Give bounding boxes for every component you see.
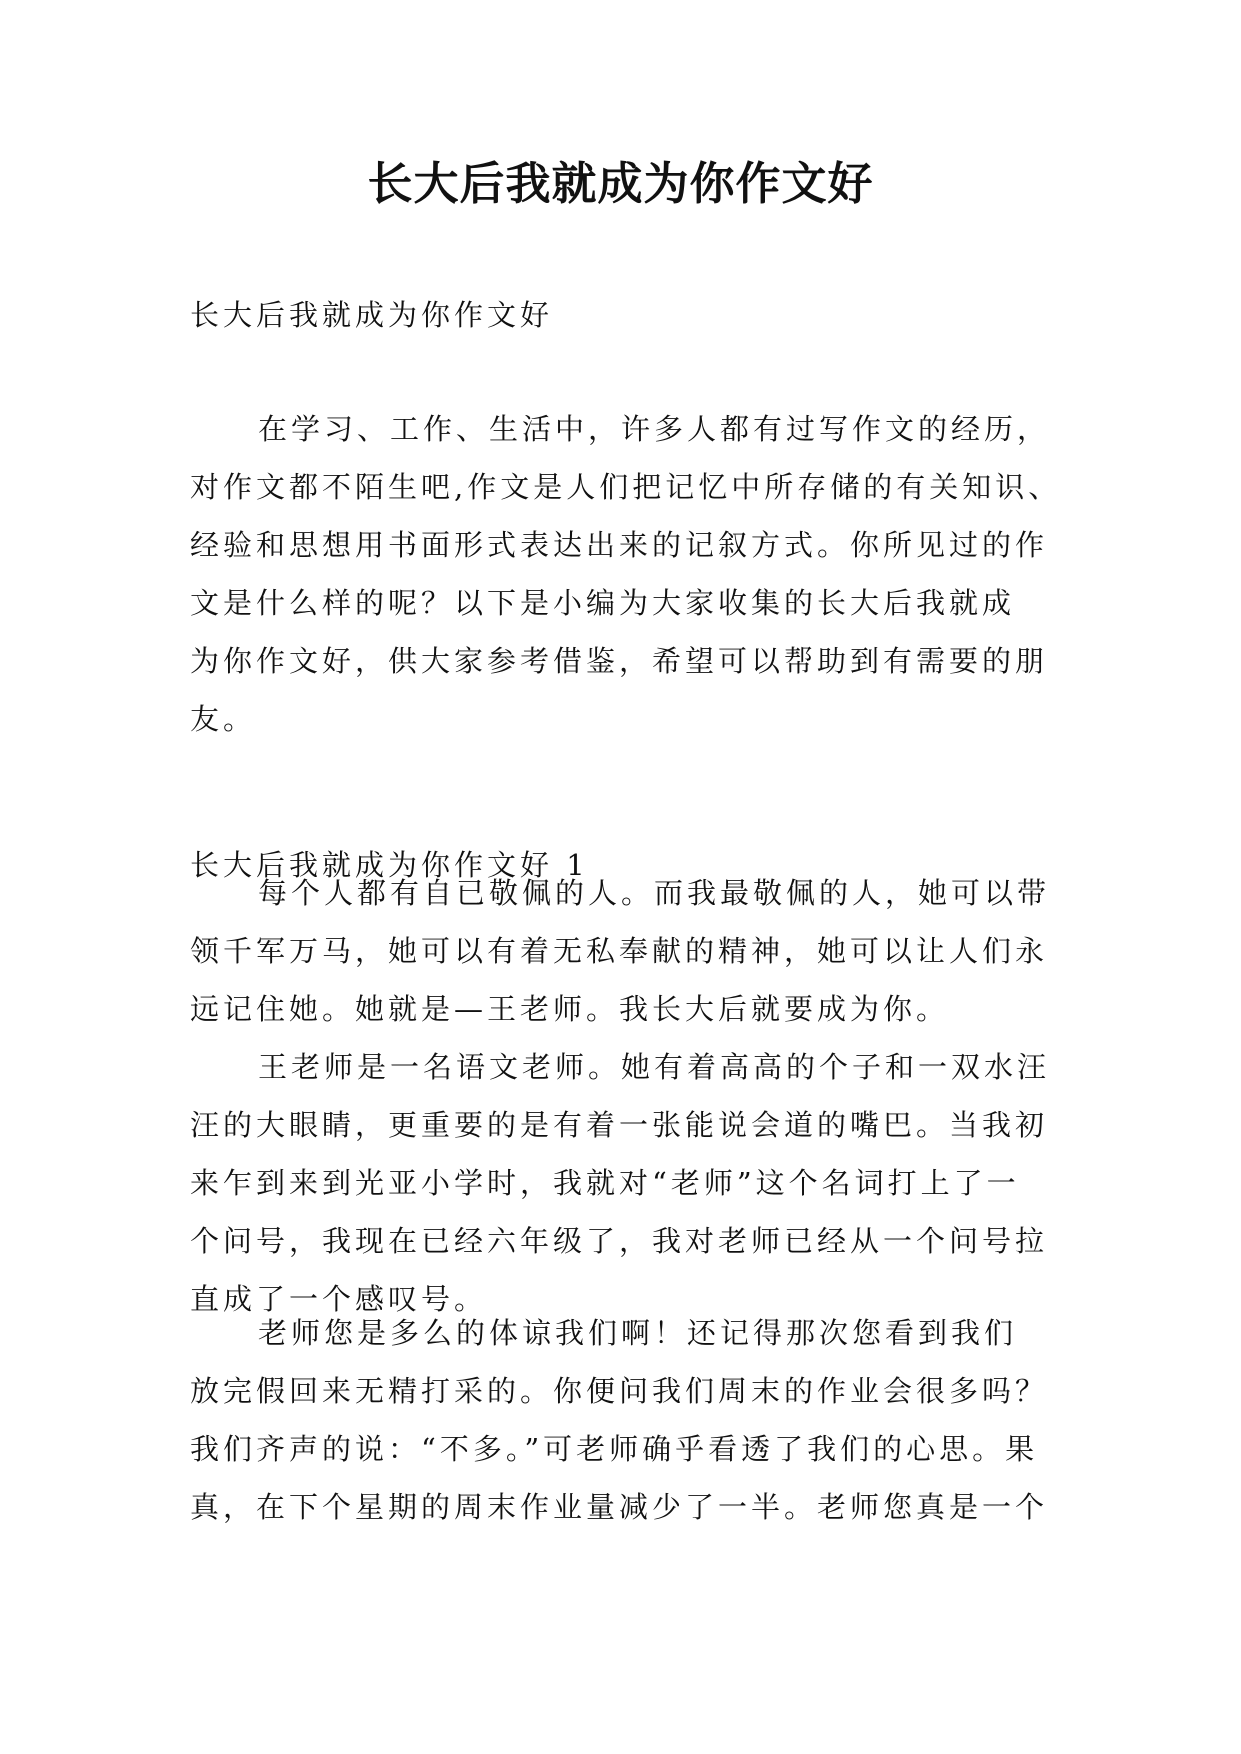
paragraph-1 xyxy=(190,864,1060,1038)
intro-paragraph xyxy=(190,400,1060,748)
paragraph-line: 来乍到来到光亚小学时，我就对“老师”这个名词打上了一 xyxy=(190,1166,1020,1200)
paragraph-line: 每个人都有自已敬佩的人。而我最敬佩的人，她可以带 xyxy=(258,876,1051,910)
paragraph-line: 领千军万马，她可以有着无私奉献的精神，她可以让人们永 xyxy=(190,934,1049,968)
paragraph-line: 王老师是一名语文老师。她有着高高的个子和一双水汪 xyxy=(258,1050,1051,1084)
section-heading: 长大后我就成为你作文好 1 xyxy=(190,848,589,882)
intro-line: 为你作文好，供大家参考借鉴，希望可以帮助到有需要的朋 xyxy=(190,644,1049,678)
intro-line: 在学习、工作、生活中，许多人都有过写作文的经历， xyxy=(258,412,1051,446)
intro-line: 友。 xyxy=(190,702,257,736)
paragraph-line: 汪的大眼睛，更重要的是有着一张能说会道的嘴巴。当我初 xyxy=(190,1108,1049,1142)
paragraph-line: 放完假回来无精打采的。你便问我们周末的作业会很多吗？ xyxy=(190,1374,1049,1408)
paragraph-line: 真，在下个星期的周末作业量减少了一半。老师您真是一个 xyxy=(190,1490,1049,1524)
document-title: 长大后我就成为你作文好 xyxy=(367,157,874,210)
intro-line: 文是什么样的呢？以下是小编为大家收集的长大后我就成 xyxy=(190,586,1016,620)
paragraph-line: 我们齐声的说：“不多。”可老师确乎看透了我们的心思。果 xyxy=(190,1432,1039,1466)
document-subtitle: 长大后我就成为你作文好 xyxy=(190,298,554,332)
paragraph-3 xyxy=(190,1304,1060,1536)
paragraph-line: 个问号，我现在已经六年级了，我对老师已经从一个问号拉 xyxy=(190,1224,1049,1258)
paragraph-2 xyxy=(190,1038,1060,1328)
paragraph-line: 老师您是多么的体谅我们啊！还记得那次您看到我们 xyxy=(258,1316,1018,1350)
intro-line: 经验和思想用书面形式表达出来的记叙方式。你所见过的作 xyxy=(190,528,1049,562)
intro-line: 对作文都不陌生吧,作文是人们把记忆中所存储的有关知识、 xyxy=(190,470,1062,504)
paragraph-line: 远记住她。她就是—王老师。我长大后就要成为你。 xyxy=(190,992,950,1026)
paragraph-line: 直成了一个感叹号。 xyxy=(190,1282,488,1316)
